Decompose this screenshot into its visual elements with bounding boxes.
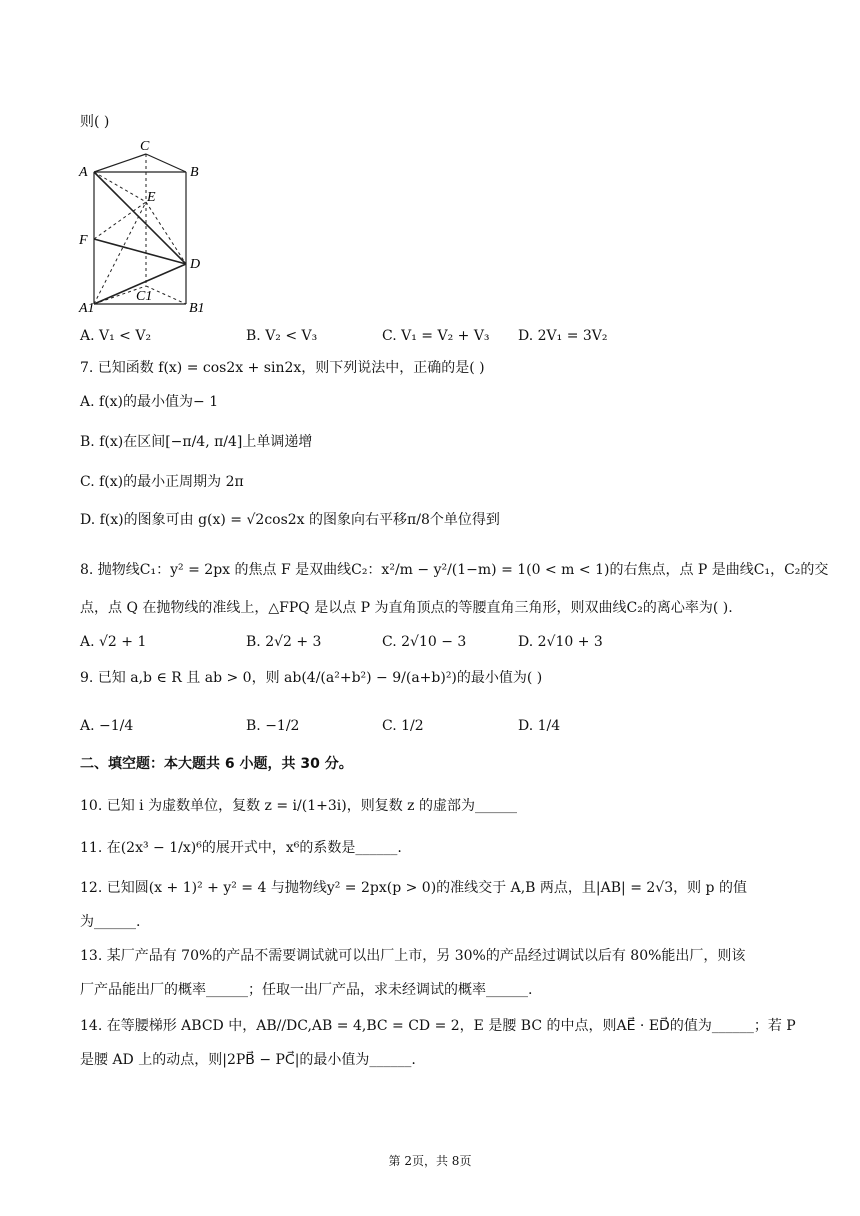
q7-option-b[interactable]: B. f(x)在区间[−π/4, π/4]上单调递增: [80, 434, 313, 450]
q8-option-d[interactable]: D. 2√10 + 3: [518, 634, 603, 650]
q7-option-a[interactable]: A. f(x)的最小值为− 1: [80, 394, 219, 410]
q8-option-a[interactable]: A. √2 + 1: [80, 634, 147, 650]
label-b1: B1: [189, 301, 205, 314]
label-c1: C1: [136, 289, 153, 304]
prism-figure: [76, 134, 216, 314]
q11: 11. 在(2x³ − 1/x)⁶的展开式中，x⁶的系数是______.: [80, 840, 402, 856]
q9-option-b[interactable]: B. −1/2: [246, 718, 300, 734]
q8-option-b[interactable]: B. 2√2 + 3: [246, 634, 322, 650]
q12-line2: 为______.: [80, 914, 141, 930]
label-c: C: [140, 139, 150, 154]
q7-option-d[interactable]: D. f(x)的图象可由 g(x) = √2cos2x 的图象向右平移π/8个单位得到: [80, 512, 500, 528]
q6-option-b[interactable]: B. V₂ < V₃: [246, 328, 318, 344]
q9-option-a[interactable]: A. −1/4: [80, 718, 134, 734]
q9-stem: 9. 已知 a,b ∈ R 且 ab > 0，则 ab(4/(a²+b²) − 9/(a+b)²)的最小值为( ): [80, 670, 543, 686]
q8-stem-line1: 8. 抛物线C₁：y² = 2px 的焦点 F 是双曲线C₂：x²/m − y²/(1−m) = 1(0 < m < 1)的右焦点，点 P 是曲线C₁，C₂的交: [80, 562, 829, 578]
page-footer: 第 2页，共 8页: [388, 1154, 472, 1168]
q6-option-c[interactable]: C. V₁ = V₂ + V₃: [382, 328, 490, 344]
label-f: F: [79, 233, 88, 248]
label-a1: A1: [79, 301, 95, 314]
q13-line2: 厂产品能出厂的概率______；任取一出厂产品，求未经调试的概率______.: [80, 982, 533, 998]
q7-stem: 7. 已知函数 f(x) = cos2x + sin2x，则下列说法中，正确的是( ): [80, 360, 485, 376]
q8-option-c[interactable]: C. 2√10 − 3: [382, 634, 467, 650]
section-heading: 二、填空题：本大题共 6 小题，共 30 分。: [80, 756, 353, 772]
q6-option-a[interactable]: A. V₁ < V₂: [80, 328, 152, 344]
q6-option-d[interactable]: D. 2V₁ = 3V₂: [518, 328, 608, 344]
q8-stem-line2: 点，点 Q 在抛物线的准线上，△FPQ 是以点 P 为直角顶点的等腰直角三角形，则双曲线C₂的离心率为( ).: [80, 600, 733, 616]
q13-line1: 13. 某厂产品有 70%的产品不需要调试就可以出厂上市，另 30%的产品经过调试以后有 80%能出厂，则该: [80, 948, 746, 964]
q14-line1: 14. 在等腰梯形 ABCD 中，AB//DC,AB = 4,BC = CD = 2，E 是腰 BC 的中点，则AE⃗ · ED⃗的值为______；若 P: [80, 1018, 796, 1034]
label-e: E: [147, 190, 156, 205]
label-b: B: [190, 165, 199, 180]
q9-option-c[interactable]: C. 1/2: [382, 718, 424, 734]
label-a: A: [79, 165, 88, 180]
q7-option-c[interactable]: C. f(x)的最小正周期为 2π: [80, 474, 244, 490]
question-intro: 则( ): [80, 114, 110, 130]
q12-line1: 12. 已知圆(x + 1)² + y² = 4 与抛物线y² = 2px(p > 0)的准线交于 A,B 两点，且|AB| = 2√3，则 p 的值: [80, 880, 747, 896]
q10: 10. 已知 i 为虚数单位，复数 z = i/(1+3i)，则复数 z 的虚部为______: [80, 798, 517, 814]
q14-line2: 是腰 AD 上的动点，则|2PB⃗ − PC⃗|的最小值为______.: [80, 1052, 416, 1068]
q9-option-d[interactable]: D. 1/4: [518, 718, 561, 734]
label-d: D: [190, 257, 201, 272]
